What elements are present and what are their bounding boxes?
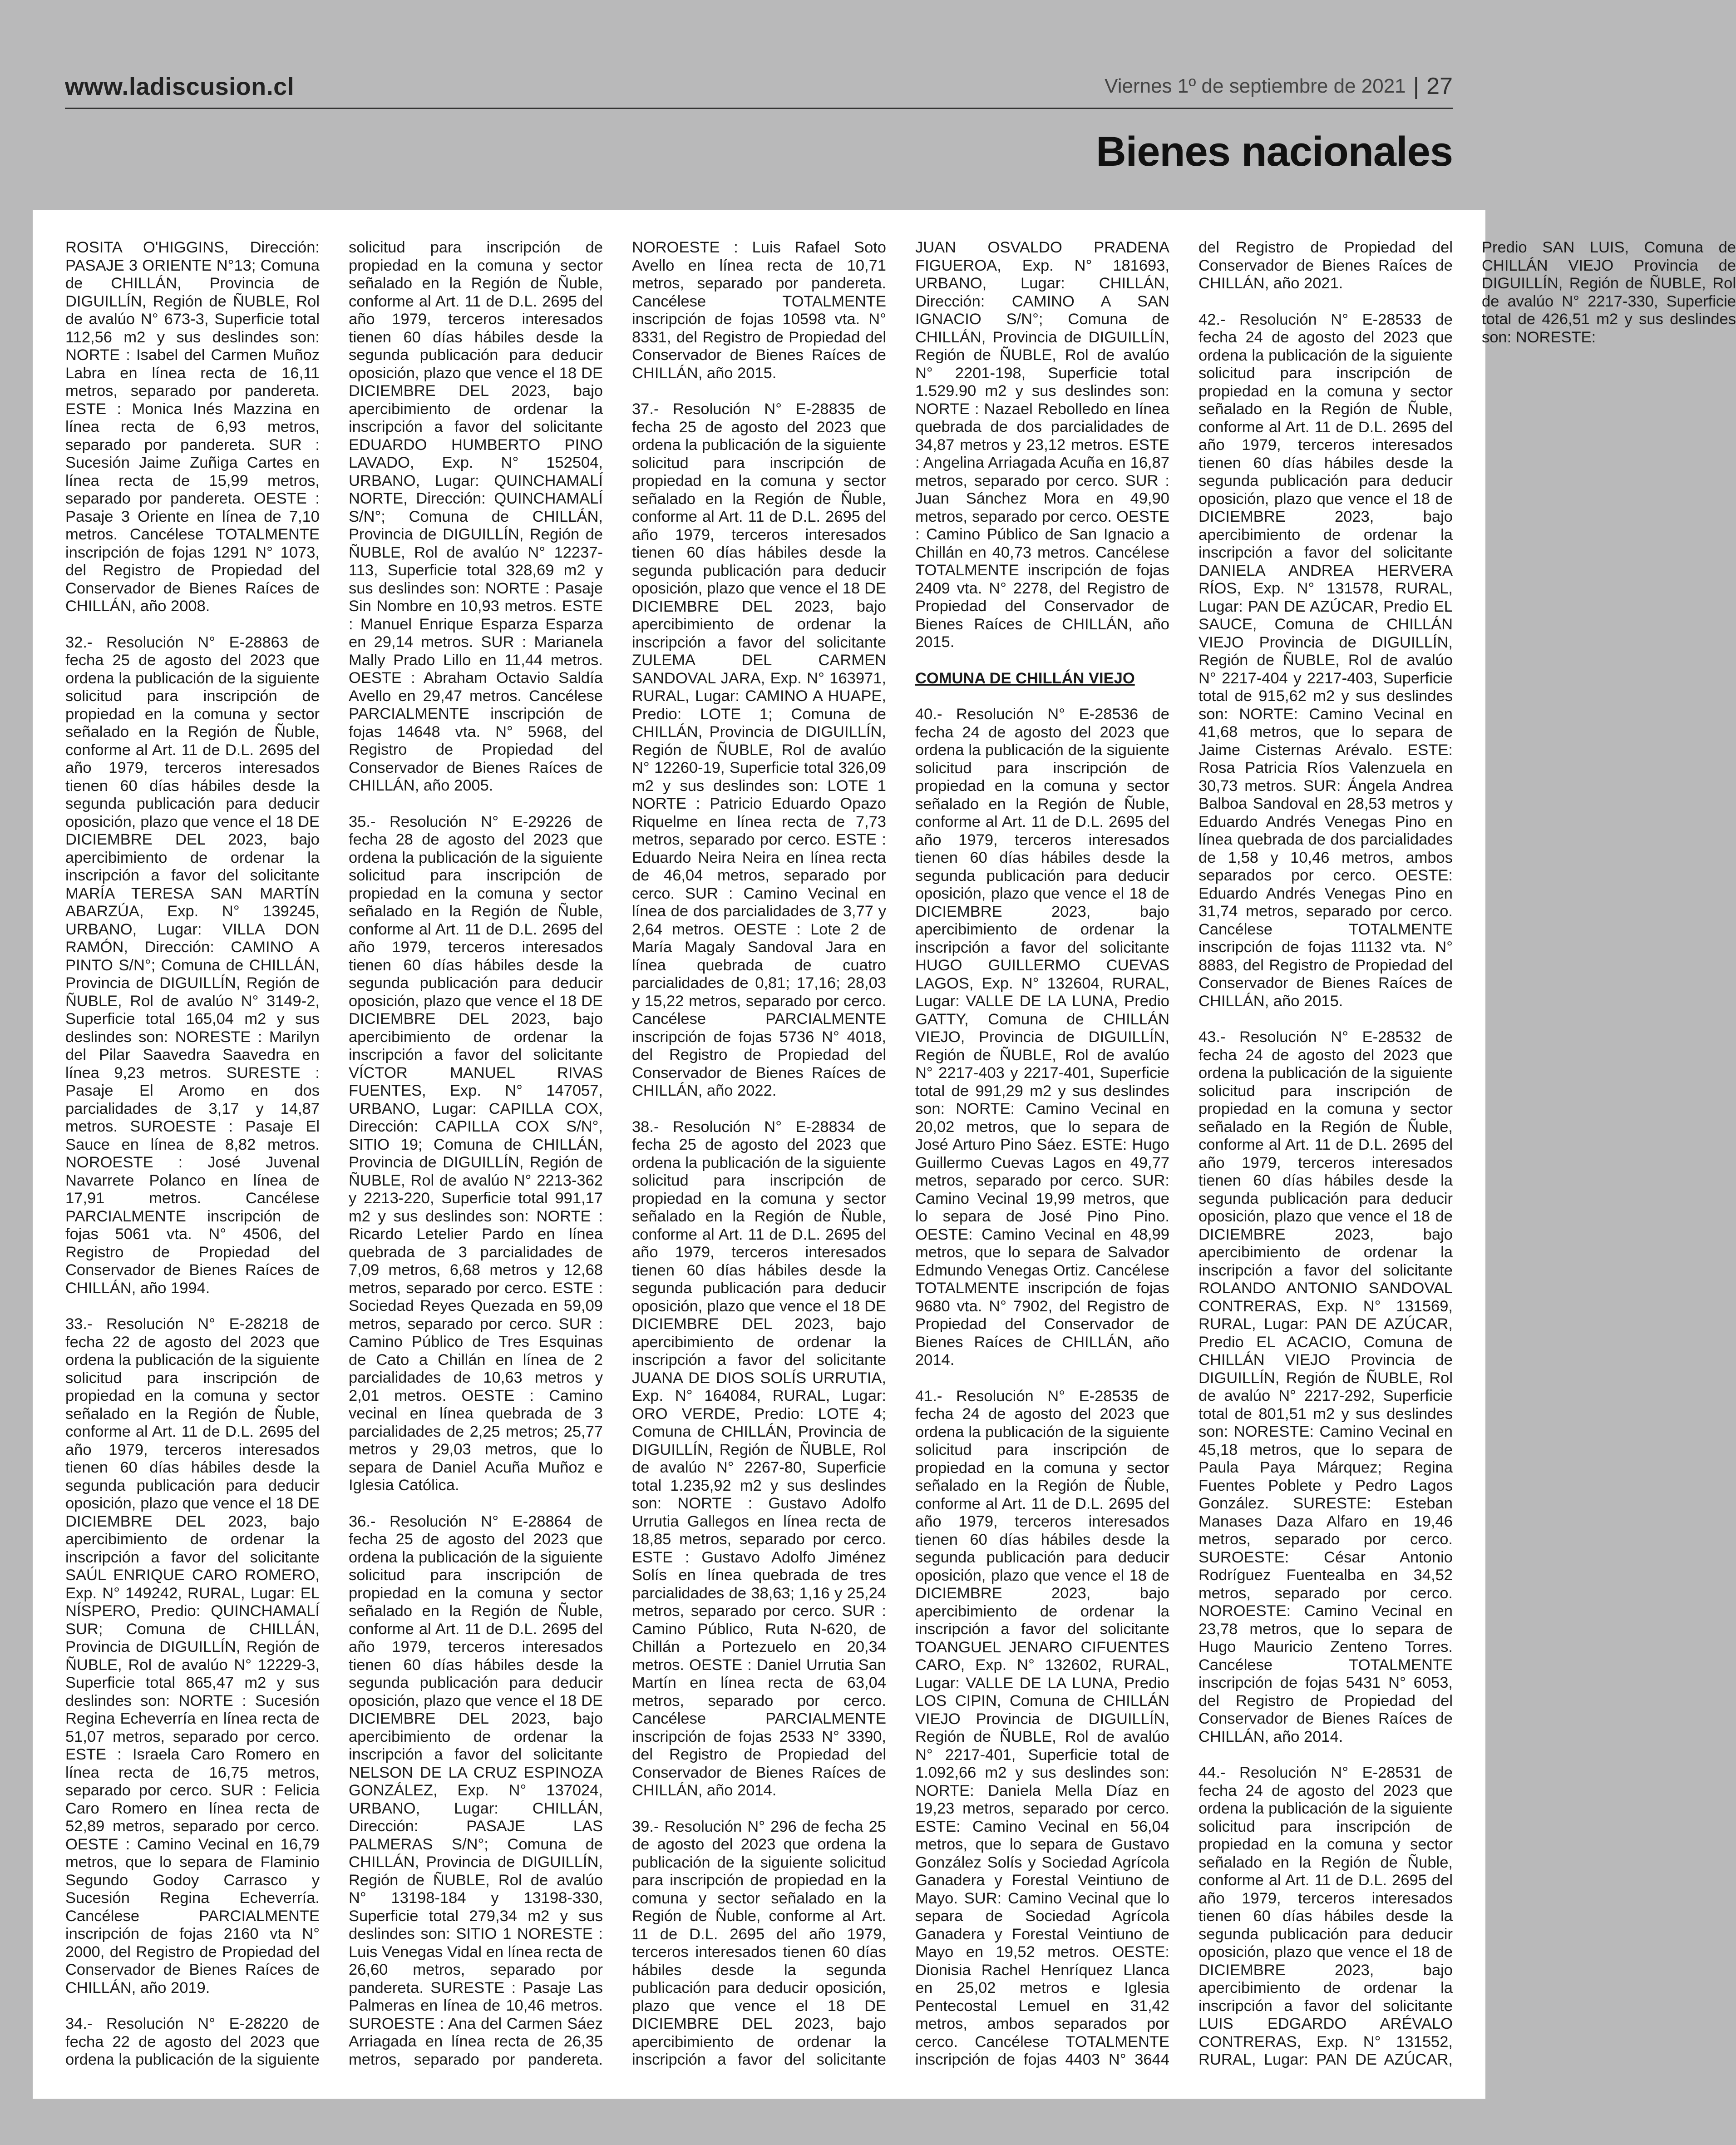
notice-entry: 32.- Resolución N° E-28863 de fecha 25 de agosto del 2023 que ordena la publicación de la siguiente solicitud para inscripción de propiedad en la comuna y sector señalado en la Región de Ñuble, conforme al Art. 11 de D.L. 2695 del año 1979, terceros interesados tienen 60 días hábiles desde la segunda publicación para deducir oposición, plazo que vence el 18 DE DICIEMBRE DEL 2023, bajo apercibimiento de ordenar la inscripción a favor del solicitante MARÍA TERESA SAN MARTÍN ABARZÚA, Exp. N° 139245, URBANO, Lugar: VILLA DON RAMÓN, Dirección: CAMINO A PINTO S/N°; Comuna de CHILLÁN, Provincia de DIGUILLÍN, Región de ÑUBLE, Rol de avalúo N° 3149-2, Superficie total 165,04 m2 y sus deslindes son: NORESTE : Marilyn del Pilar Saavedra Saavedra en línea 9,23 metros. SURESTE : Pasaje El Aromo en dos parcialidades de 3,17 y 14,87 metros. SUROESTE : Pasaje El Sauce en línea de 8,82 metros. NOROESTE : José Juvenal Navarrete Polanco en línea de 17,91 metros. Cancélese PARCIALMENTE inscripción de fojas 5061 vta. N° 4506, del Registro de Propiedad del Conservador de Bienes Raíces de CHILLÁN, año 1994.: [65, 633, 320, 1297]
dateline: [1105, 73, 1453, 100]
issue-date: Viernes 1º de septiembre de 2021: [1105, 75, 1406, 97]
page-number: 27: [1426, 73, 1453, 99]
notice-entry: 44.- Resolución N° E-28531 de fecha 24 de agosto del 2023 que ordena la publicación de la siguiente solicitud para inscripción de propiedad en la comuna y sector señalado en la Región de Ñuble, conforme al Art. 11 de D.L. 2695 del año 1979, terceros interesados tienen 60 días hábiles desde la segunda publicación para deducir oposición, plazo que vence el 18 de DICIEMBRE 2023, bajo apercibimiento de ordenar la inscripción a favor del solicitante LUIS EDGARDO ARÉVALO CONTRERAS, Exp. N° 131552, RURAL, Lugar: PAN DE AZÚCAR, Predio SAN LUIS, Comuna de CHILLÁN VIEJO Provincia de DIGUILLÍN, Región de ÑUBLE, Rol de avalúo N° 2217-330, Superficie total de 426,51 m2 y sus deslindes son: NORESTE:: [1198, 239, 1736, 2068]
notice-entry: 33.- Resolución N° E-28218 de fecha 22 de agosto del 2023 que ordena la publicación de la siguiente solicitud para inscripción de propiedad en la comuna y sector señalado en la Región de Ñuble, conforme al Art. 11 de D.L. 2695 del año 1979, terceros interesados tienen 60 días hábiles desde la segunda publicación para deducir oposición, plazo que vence el 18 DE DICIEMBRE DEL 2023, bajo apercibimiento de ordenar la inscripción a favor del solicitante SAÚL ENRIQUE CARO ROMERO, Exp. N° 149242, RURAL, Lugar: EL NÍSPERO, Predio: QUINCHAMALÍ SUR; Comuna de CHILLÁN, Provincia de DIGUILLÍN, Región de ÑUBLE, Rol de avalúo N° 12229-3, Superficie total 865,47 m2 y sus deslindes son: NORTE : Sucesión Regina Echeverría en línea recta de 51,07 metros, separado por cerco. ESTE : Israela Caro Romero en línea recta de 16,75 metros, separado por cerco. SUR : Felicia Caro Romero en línea recta de 52,89 metros, separado por cerco. OESTE : Camino Vecinal en 16,79 metros, que lo separa de Flaminio Segundo Godoy Carrasco y Sucesión Regina Echeverría. Cancélese PARCIALMENTE inscripción de fojas 2160 vta N° 2000, del Registro de Propiedad del Conservador de Bienes Raíces de CHILLÁN, año 2019.: [65, 1315, 320, 1997]
comuna-heading: COMUNA DE CHILLÁN VIEJO: [915, 669, 1135, 687]
header-rule: [65, 108, 1453, 109]
notice-entry: ROSITA O'HIGGINS, Dirección: PASAJE 3 ORIENTE N°13; Comuna de CHILLÁN, Provincia de DIGUILLÍN, Región de ÑUBLE, Rol de avalúo N° 673-3, Superficie total 112,56 m2 y sus deslindes son: NORTE : Isabel del Carmen Muñoz Labra en línea recta de 16,11 metros, separado por pandereta. ESTE : Monica Inés Mazzina en línea recta de 6,93 metros, separado por pandereta. SUR : Sucesión Jaime Zuñiga Cartes en línea recta de 15,99 metros, separado por pandereta. OESTE : Pasaje 3 Oriente en línea de 7,10 metros. Cancélese TOTALMENTE inscripción de fojas 1291 N° 1073, del Registro de Propiedad del Conservador de Bienes Raíces de CHILLÁN, año 2008.: [65, 239, 320, 615]
notice-entry: 37.- Resolución N° E-28835 de fecha 25 de agosto del 2023 que ordena la publicación de la siguiente solicitud para inscripción de propiedad en la comuna y sector señalado en la Región de Ñuble, conforme al Art. 11 de D.L. 2695 del año 1979, terceros interesados tienen 60 días hábiles desde la segunda publicación para deducir oposición, plazo que vence el 18 DE DICIEMBRE DEL 2023, bajo apercibimiento de ordenar la inscripción a favor del solicitante ZULEMA DEL CARMEN SANDOVAL JARA, Exp. N° 163971, RURAL, Lugar: CAMINO A HUAPE, Predio: LOTE 1; Comuna de CHILLÁN, Provincia de DIGUILLÍN, Región de ÑUBLE, Rol de avalúo N° 12260-19, Superficie total 326,09 m2 y sus deslindes son: LOTE 1 NORTE : Patricio Eduardo Opazo Riquelme en línea recta de 7,73 metros, separado por cerco. ESTE : Eduardo Neira Neira en línea recta de 46,04 metros, separado por cerco. SUR : Camino Vecinal en línea de dos parcialidades de 3,77 y 2,64 metros. OESTE : Lote 2 de María Magaly Sandoval Jara en línea quebrada de cuatro parcialidades de 0,81; 17,16; 28,03 y 15,22 metros, separado por cerco. Cancélese PARCIALMENTE inscripción de fojas 5736 N° 4018, del Registro de Propiedad del Conservador de Bienes Raíces de CHILLÁN, año 2022.: [632, 400, 886, 1099]
notice-columns: [65, 239, 1736, 2071]
notice-entry: 38.- Resolución N° E-28834 de fecha 25 de agosto del 2023 que ordena la publicación de la siguiente solicitud para inscripción de propiedad en la comuna y sector señalado en la Región de Ñuble, conforme al Art. 11 de D.L. 2695 del año 1979, terceros interesados tienen 60 días hábiles desde la segunda publicación para deducir oposición, plazo que vence el 18 DE DICIEMBRE DEL 2023, bajo apercibimiento de ordenar la inscripción a favor del solicitante JUANA DE DIOS SOLÍS URRUTIA, Exp. N° 164084, RURAL, Lugar: ORO VERDE, Predio: LOTE 4; Comuna de CHILLÁN, Provincia de DIGUILLÍN, Región de ÑUBLE, Rol de avalúo N° 2267-80, Superficie total 1.235,92 m2 y sus deslindes son: NORTE : Gustavo Adolfo Urrutia Gallegos en línea recta de 18,85 metros, separado por cerco. ESTE : Gustavo Adolfo Jiménez Solís en línea quebrada de tres parcialidades de 38,63; 1,16 y 25,24 metros, separado por cerco. SUR : Camino Público, Ruta N-620, de Chillán a Portezuelo en 20,34 metros. OESTE : Daniel Urrutia San Martín en línea recta de 63,04 metros, separado por cerco. Cancélese PARCIALMENTE inscripción de fojas 2533 N° 3390, del Registro de Propiedad del Conservador de Bienes Raíces de CHILLÁN, año 2014.: [632, 1118, 886, 1799]
section-title: Bienes nacionales: [1096, 129, 1453, 175]
notice-entry: 39.- Resolución N° 296 de fecha 25 de agosto del 2023 que ordena la publicación de la siguiente solicitud para inscripción de propiedad en la comuna y sector señalado en la Región de Ñuble, conforme al Art. 11 de D.L. 2695 del año 1979, terceros interesados tienen 60 días hábiles desde la segunda publicación para deducir oposición, plazo que vence el 18 DE DICIEMBRE DEL 2023, bajo apercibimiento de ordenar la inscripción a favor del solicitante JUAN OSVALDO PRADENA FIGUEROA, Exp. N° 181693, URBANO, Lugar: CHILLÁN, Dirección: CAMINO A SAN IGNACIO S/N°; Comuna de CHILLÁN, Provincia de DIGUILLÍN, Región de ÑUBLE, Rol de avalúo N° 2201-198, Superficie total 1.529.90 m2 y sus deslindes son: NORTE : Nazael Rebolledo en línea quebrada de dos parcialidades de 34,87 metros y 23,12 metros. ESTE : Angelina Arriagada Acuña en 16,87 metros, separado por cerco. SUR : Juan Sánchez Mora en 49,90 metros, separado por cerco. OESTE : Camino Público de San Ignacio a Chillán en 40,73 metros. Cancélese TOTALMENTE inscripción de fojas 2409 vta. N° 2278, del Registro de Propiedad del Conservador de Bienes Raíces de CHILLÁN, año 2015.: [632, 239, 1169, 2068]
notice-entry: 40.- Resolución N° E-28536 de fecha 24 de agosto del 2023 que ordena la publicación de la siguiente solicitud para inscripción de propiedad en la comuna y sector señalado en la Región de Ñuble, conforme al Art. 11 de D.L. 2695 del año 1979, terceros interesados tienen 60 días hábiles desde la segunda publicación para deducir oposición, plazo que vence el 18 de DICIEMBRE 2023, bajo apercibimiento de ordenar la inscripción a favor del solicitante HUGO GUILLERMO CUEVAS LAGOS, Exp. N° 132604, RURAL, Lugar: VALLE DE LA LUNA, Predio GATTY, Comuna de CHILLÁN VIEJO, Provincia de DIGUILLÍN, Región de ÑUBLE, Rol de avalúo N° 2217-403 y 2217-401, Superficie total de 991,29 m2 y sus deslindes son: NORTE: Camino Vecinal en 20,02 metros, que lo separa de José Arturo Pino Sáez. ESTE: Hugo Guillermo Cuevas Lagos en 49,77 metros, separado por cerco. SUR: Camino Vecinal 19,99 metros, que lo separa de José Pino Pino. OESTE: Camino Vecinal en 48,99 metros, que lo separa de Salvador Edmundo Venegas Ortiz. Cancélese TOTALMENTE inscripción de fojas 9680 vta. N° 7902, del Registro de Propiedad del Conservador de Bienes Raíces de CHILLÁN, año 2014.: [915, 706, 1169, 1369]
notice-entry: 41.- Resolución N° E-28535 de fecha 24 de agosto del 2023 que ordena la publicación de la siguiente solicitud para inscripción de propiedad en la comuna y sector señalado en la Región de Ñuble, conforme al Art. 11 de D.L. 2695 del año 1979, terceros interesados tienen 60 días hábiles desde la segunda publicación para deducir oposición, plazo que vence el 18 de DICIEMBRE 2023, bajo apercibimiento de ordenar la inscripción a favor del solicitante TOANGUEL JENARO CIFUENTES CARO, Exp. N° 132602, RURAL, Lugar: VALLE DE LA LUNA, Predio LOS CIPIN, Comuna de CHILLÁN VIEJO Provincia de DIGUILLÍN, Región de ÑUBLE, Rol de avalúo N° 2217-401, Superficie total de 1.092,66 m2 y sus deslindes son: NORTE: Daniela Mella Díaz en 19,23 metros, separado por cerco. ESTE: Camino Vecinal en 56,04 metros, que lo separa de Gustavo González Solís y Sociedad Agrícola Ganadera y Forestal Veintiuno de Mayo. SUR: Camino Vecinal que lo separa de Sociedad Agrícola Ganadera y Forestal Veintiuno de Mayo en 19,52 metros. OESTE: Dionisia Rachel Henríquez Llanca en 25,02 metros e Iglesia Pentecostal Lemuel en 31,42 metros, ambos separados por cerco. Cancélese TOTALMENTE inscripción de fojas 4403 N° 3644 del Registro de Propiedad del Conservador de Bienes Raíces de CHILLÁN, año 2021.: [915, 239, 1453, 2068]
notice-entry: 43.- Resolución N° E-28532 de fecha 24 de agosto del 2023 que ordena la publicación de la siguiente solicitud para inscripción de propiedad en la comuna y sector señalado en la Región de Ñuble, conforme al Art. 11 de D.L. 2695 del año 1979, terceros interesados tienen 60 días hábiles desde la segunda publicación para deducir oposición, plazo que vence el 18 de DICIEMBRE 2023, bajo apercibimiento de ordenar la inscripción a favor del solicitante ROLANDO ANTONIO SANDOVAL CONTRERAS, Exp. N° 131569, RURAL, Lugar: PAN DE AZÚCAR, Predio EL ACACIO, Comuna de CHILLÁN VIEJO Provincia de DIGUILLÍN, Región de ÑUBLE, Rol de avalúo N° 2217-292, Superficie total de 801,51 m2 y sus deslindes son: NORESTE: Camino Vecinal en 45,18 metros, que lo separa de Paula Paya Márquez; Regina Fuentes Poblete y Pedro Lagos González. SURESTE: Esteban Manases Daza Alfaro en 19,46 metros, separado por cerco. SUROESTE: César Antonio Rodríguez Fuentealba en 34,52 metros, separado por cerco. NOROESTE: Camino Vecinal en 23,78 metros, que lo separa de Hugo Mauricio Zenteno Torres. Cancélese TOTALMENTE inscripción de fojas 5431 N° 6053, del Registro de Propiedad del Conservador de Bienes Raíces de CHILLÁN, año 2014.: [1198, 1028, 1453, 1745]
notice-entry: 34.- Resolución N° E-28220 de fecha 22 de agosto del 2023 que ordena la publicación de la siguiente solicitud para inscripción de propiedad en la comuna y sector señalado en la Región de Ñuble, conforme al Art. 11 de D.L. 2695 del año 1979, terceros interesados tienen 60 días hábiles desde la segunda publicación para deducir oposición, plazo que vence el 18 DE DICIEMBRE DEL 2023, bajo apercibimiento de ordenar la inscripción a favor del solicitante EDUARDO HUMBERTO PINO LAVADO, Exp. N° 152504, URBANO, Lugar: QUINCHAMALÍ NORTE, Dirección: QUINCHAMALÍ S/N°; Comuna de CHILLÁN, Provincia de DIGUILLÍN, Región de ÑUBLE, Rol de avalúo N° 12237-113, Superficie total 328,69 m2 y sus deslindes son: NORTE : Pasaje Sin Nombre en 10,93 metros. ESTE : Manuel Enrique Esparza Esparza en 29,14 metros. SUR : Marianela Mally Prado Lillo en 11,44 metros. OESTE : Abraham Octavio Saldía Avello en 29,47 metros. Cancélese PARCIALMENTE inscripción de fojas 14648 vta. N° 5968, del Registro de Propiedad del Conservador de Bienes Raíces de CHILLÁN, año 2005.: [65, 239, 603, 2068]
notice-entry: 35.- Resolución N° E-29226 de fecha 28 de agosto del 2023 que ordena la publicación de la siguiente solicitud para inscripción de propiedad en la comuna y sector señalado en la Región de Ñuble, conforme al Art. 11 de D.L. 2695 del año 1979, terceros interesados tienen 60 días hábiles desde la segunda publicación para deducir oposición, plazo que vence el 18 DE DICIEMBRE DEL 2023, bajo apercibimiento de ordenar la inscripción a favor del solicitante VÍCTOR MANUEL RIVAS FUENTES, Exp. N° 147057, URBANO, Lugar: CAPILLA COX, Dirección: CAPILLA COX S/N°, SITIO 19; Comuna de CHILLÁN, Provincia de DIGUILLÍN, Región de ÑUBLE, Rol de avalúo N° 2213-362 y 2213-220, Superficie total 991,17 m2 y sus deslindes son: NORTE : Ricardo Letelier Pardo en línea quebrada de 3 parcialidades de 7,09 metros, 6,68 metros y 12,68 metros, separado por cerco. ESTE : Sociedad Reyes Quezada en 59,09 metros, separado por cerco. SUR : Camino Público de Tres Esquinas de Cato a Chillán en línea de 2 parcialidades de 10,63 metros y 2,01 metros. OESTE : Camino vecinal en línea quebrada de 3 parcialidades de 2,25 metros; 25,77 metros y 29,03 metros, que lo separa de Daniel Acuña Muñoz e Iglesia Católica.: [349, 813, 603, 1494]
notice-entry: 42.- Resolución N° E-28533 de fecha 24 de agosto del 2023 que ordena la publicación de la siguiente solicitud para inscripción de propiedad en la comuna y sector señalado en la Región de Ñuble, conforme al Art. 11 de D.L. 2695 del año 1979, terceros interesados tienen 60 días hábiles desde la segunda publicación para deducir oposición, plazo que vence el 18 de DICIEMBRE 2023, bajo apercibimiento de ordenar la inscripción a favor del solicitante DANIELA ANDREA HERVERA RÍOS, Exp. N° 131578, RURAL, Lugar: PAN DE AZÚCAR, Predio EL SAUCE, Comuna de CHILLÁN VIEJO Provincia de DIGUILLÍN, Región de ÑUBLE, Rol de avalúo N° 2217-404 y 2217-403, Superficie total de 915,62 m2 y sus deslindes son: NORTE: Camino Vecinal en 41,68 metros, que lo separa de Jaime Cisternas Arévalo. ESTE: Rosa Patricia Ríos Valenzuela en 30,73 metros. SUR: Ángela Andrea Balboa Sandoval en 28,53 metros y Eduardo Andrés Venegas Pino en línea quebrada de dos parcialidades de 1,58 y 10,46 metros, ambos separados por cerco. OESTE: Eduardo Andrés Venegas Pino en 31,74 metros, separado por cerco. Cancélese TOTALMENTE inscripción de fojas 11132 vta. N° 8883, del Registro de Propiedad del Conservador de Bienes Raíces de CHILLÁN, año 2015.: [1198, 311, 1453, 1010]
date-separator: |: [1413, 73, 1420, 99]
site-url: www.ladiscusion.cl: [65, 73, 295, 100]
notices-panel: [33, 210, 1736, 2099]
notice-entry: 36.- Resolución N° E-28864 de fecha 25 de agosto del 2023 que ordena la publicación de la siguiente solicitud para inscripción de propiedad en la comuna y sector señalado en la Región de Ñuble, conforme al Art. 11 de D.L. 2695 del año 1979, terceros interesados tienen 60 días hábiles desde la segunda publicación para deducir oposición, plazo que vence el 18 DE DICIEMBRE DEL 2023, bajo apercibimiento de ordenar la inscripción a favor del solicitante NELSON DE LA CRUZ ESPINOZA GONZÁLEZ, Exp. N° 137024, URBANO, Lugar: CHILLÁN, Dirección: PASAJE LAS PALMERAS S/N°; Comuna de CHILLÁN, Provincia de DIGUILLÍN, Región de ÑUBLE, Rol de avalúo N° 13198-184 y 13198-330, Superficie total 279,34 m2 y sus deslindes son: SITIO 1 NORESTE : Luis Venegas Vidal en línea recta de 26,60 metros, separado por pandereta. SURESTE : Pasaje Las Palmeras en línea de 10,46 metros. SUROESTE : Ana del Carmen Sáez Arriagada en línea recta de 26,35 metros, separado por pandereta. NOROESTE : Luis Rafael Soto Avello en línea recta de 10,71 metros, separado por pandereta. Cancélese TOTALMENTE inscripción de fojas 10598 vta. N° 8331, del Registro de Propiedad del Conservador de Bienes Raíces de CHILLÁN, año 2015.: [349, 239, 886, 2068]
